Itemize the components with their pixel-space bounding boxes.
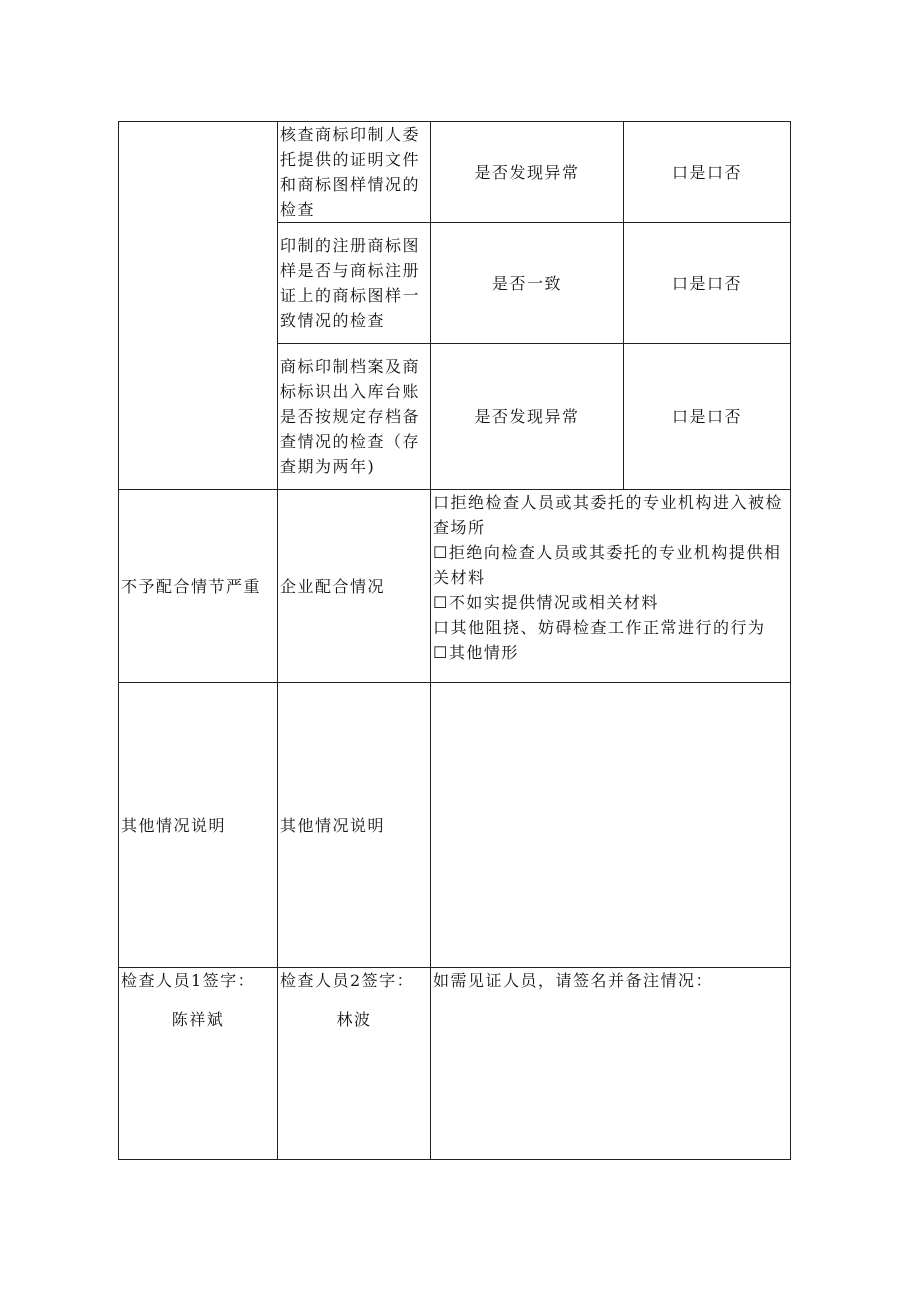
cooperation-option-3[interactable]: ☐不如实提供情况或相关材料	[433, 593, 659, 612]
cooperation-option-5[interactable]: ☐其他情形	[433, 643, 519, 662]
check-answer-1[interactable]: 口是口否	[624, 122, 791, 223]
check-category-cell	[119, 122, 278, 490]
other-content-field[interactable]	[431, 683, 791, 968]
check-answer-2[interactable]: 口是口否	[624, 223, 791, 344]
cooperation-item: 企业配合情况	[278, 490, 431, 683]
inspector2-signature-cell[interactable]	[278, 968, 431, 1160]
check-item-2: 印制的注册商标图样是否与商标注册证上的商标图样一致情况的检查	[278, 223, 431, 344]
check-item-3: 商标印制档案及商标标识出入库台账是否按规定存档备查情况的检查（存查期为两年)	[278, 344, 431, 490]
inspector2-name: 林波	[336, 1010, 372, 1029]
check-question-3: 是否发现异常	[431, 344, 624, 490]
cooperation-category: 不予配合情节严重	[119, 490, 278, 683]
inspector2-label: 检查人员2签字：	[280, 971, 415, 990]
cooperation-row	[119, 490, 791, 683]
other-item: 其他情况说明	[278, 683, 431, 968]
check-question-1: 是否发现异常	[431, 122, 624, 223]
cooperation-option-1[interactable]: 口拒绝检查人员或其委托的专业机构进入被检查场所	[433, 493, 784, 537]
witness-label: 如需见证人员，请签名并备注情况：	[433, 971, 714, 990]
signature-row	[119, 968, 791, 1160]
witness-signature-cell[interactable]	[431, 968, 791, 1160]
check-answer-3[interactable]: 口是口否	[624, 344, 791, 490]
cooperation-option-2[interactable]: ☐拒绝向检查人员或其委托的专业机构提供相关材料	[433, 543, 782, 587]
inspection-form-table	[118, 121, 791, 1160]
inspector1-label: 检查人员1签字：	[121, 971, 256, 990]
check-row-1	[119, 122, 791, 223]
other-category: 其他情况说明	[119, 683, 278, 968]
check-item-1: 核查商标印制人委托提供的证明文件和商标图样情况的检查	[278, 122, 431, 223]
cooperation-option-4[interactable]: 口其他阻挠、妨碍检查工作正常进行的行为	[433, 618, 766, 637]
cooperation-options	[431, 490, 791, 683]
inspector1-name: 陈祥斌	[171, 1010, 225, 1029]
inspector1-signature-cell[interactable]	[119, 968, 278, 1160]
check-question-2: 是否一致	[431, 223, 624, 344]
other-row	[119, 683, 791, 968]
